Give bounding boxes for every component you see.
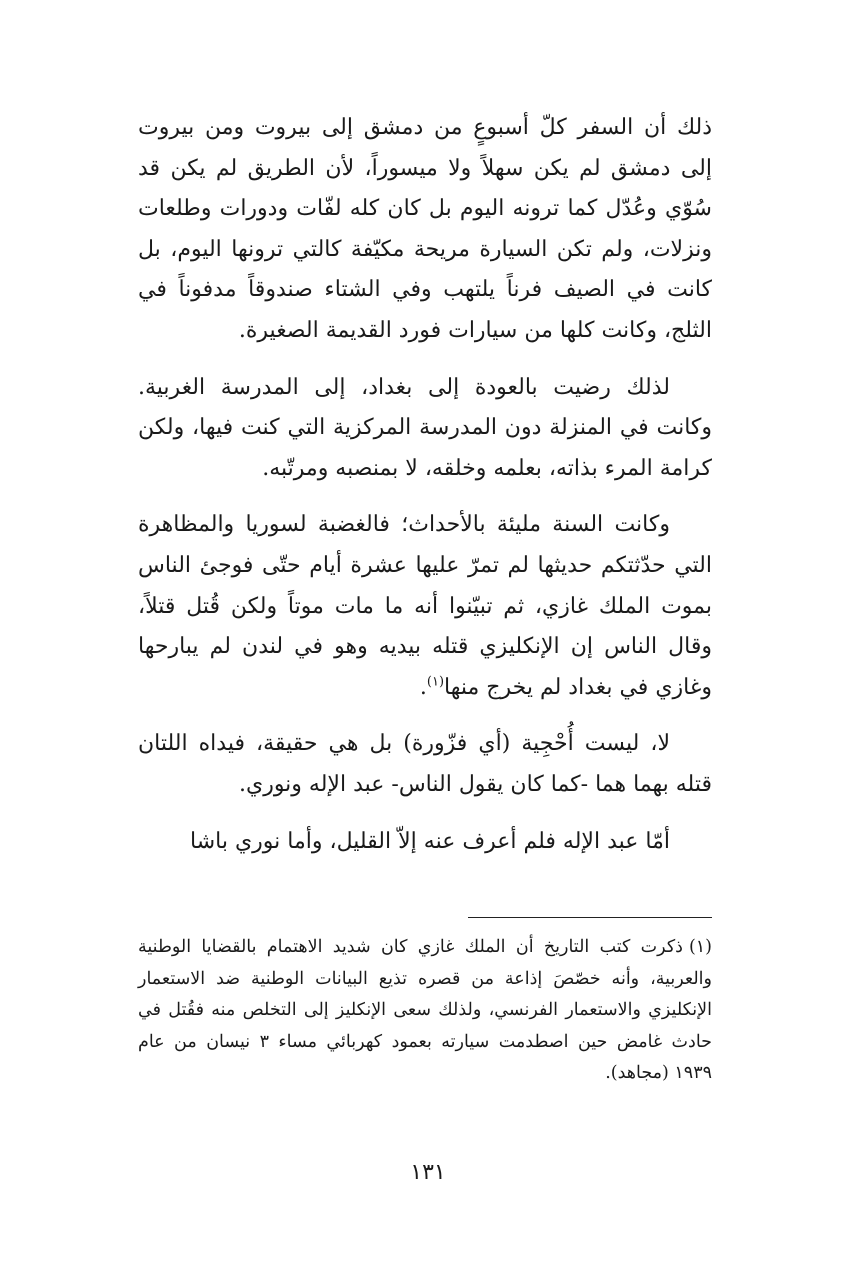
page-number: ١٣١ xyxy=(410,1160,446,1185)
footnote xyxy=(138,932,712,1090)
paragraph-3-text: وكانت السنة مليئة بالأحداث؛ فالغضبة لسوريا والمظاهرة التي حدّثتكم حديثها لم تمرّ عليها عشرة أيام حتّى فوجئ الناس بموت الملك غازي، ثم تبيّنوا أنه ما مات موتاً ولكن قُتل قتلاً، وقال الناس إن الإنكليزي قتله بيديه وهو في لندن لم يبارحها وغازي في بغداد لم يخرج منها xyxy=(138,512,712,700)
footnote-text: ذكرت كتب التاريخ أن الملك غازي كان شديد الاهتمام بالقضايا الوطنية والعربية، وأنه خصّصَ إذاعة من قصره تذيع البيانات الوطنية ضد الاستعمار الإنكليزي والاستعمار الفرنسي، ولذلك سعى الإنكليز إلى التخلص منه فقُتل في حادث غامض حين اصطدمت سيارته بعمود كهربائي مساء ٣ نيسان من عام ١٩٣٩ (مجاهد). xyxy=(138,937,712,1083)
paragraph-1: ذلك أن السفر كلّ أسبوعٍ من دمشق إلى بيروت ومن بيروت إلى دمشق لم يكن سهلاً ولا ميسوراً، لأن الطريق لم يكن قد سُوّي وعُدّل كما ترونه اليوم بل كان كله لفّات ودورات وطلعات ونزلات، ولم تكن السيارة مريحة مكيّفة كالتي ترونها اليوم، بل كانت في الصيف فرناً يلتهب وفي الشتاء صندوقاً مدفوناً في الثلج، وكانت كلها من سيارات فورد القديمة الصغيرة. xyxy=(138,115,712,343)
main-text xyxy=(138,108,712,878)
paragraph-5: أمّا عبد الإله فلم أعرف عنه إلاّ القليل، وأما نوري باشا xyxy=(190,828,670,854)
footnote-reference: (١) xyxy=(426,674,445,690)
paragraph-2: لذلك رضيت بالعودة إلى بغداد، إلى المدرسة الغربية. وكانت في المنزلة دون المدرسة المركزية التي كنت فيها، ولكن كرامة المرء بذاته، بعلمه وخلقه، لا بمنصبه ومرتّبه. xyxy=(138,374,712,481)
footnote-number: (١) xyxy=(688,937,712,957)
sentence-end: . xyxy=(419,674,427,700)
footnote-separator xyxy=(468,917,712,918)
paragraph-3 xyxy=(138,505,712,708)
paragraph-4: لا، ليست أُحْجِية (أي فزّورة) بل هي حقيقة، فيداه اللتان قتله بهما هما -كما كان يقول الناس- عبد الإله ونوري. xyxy=(138,731,712,797)
